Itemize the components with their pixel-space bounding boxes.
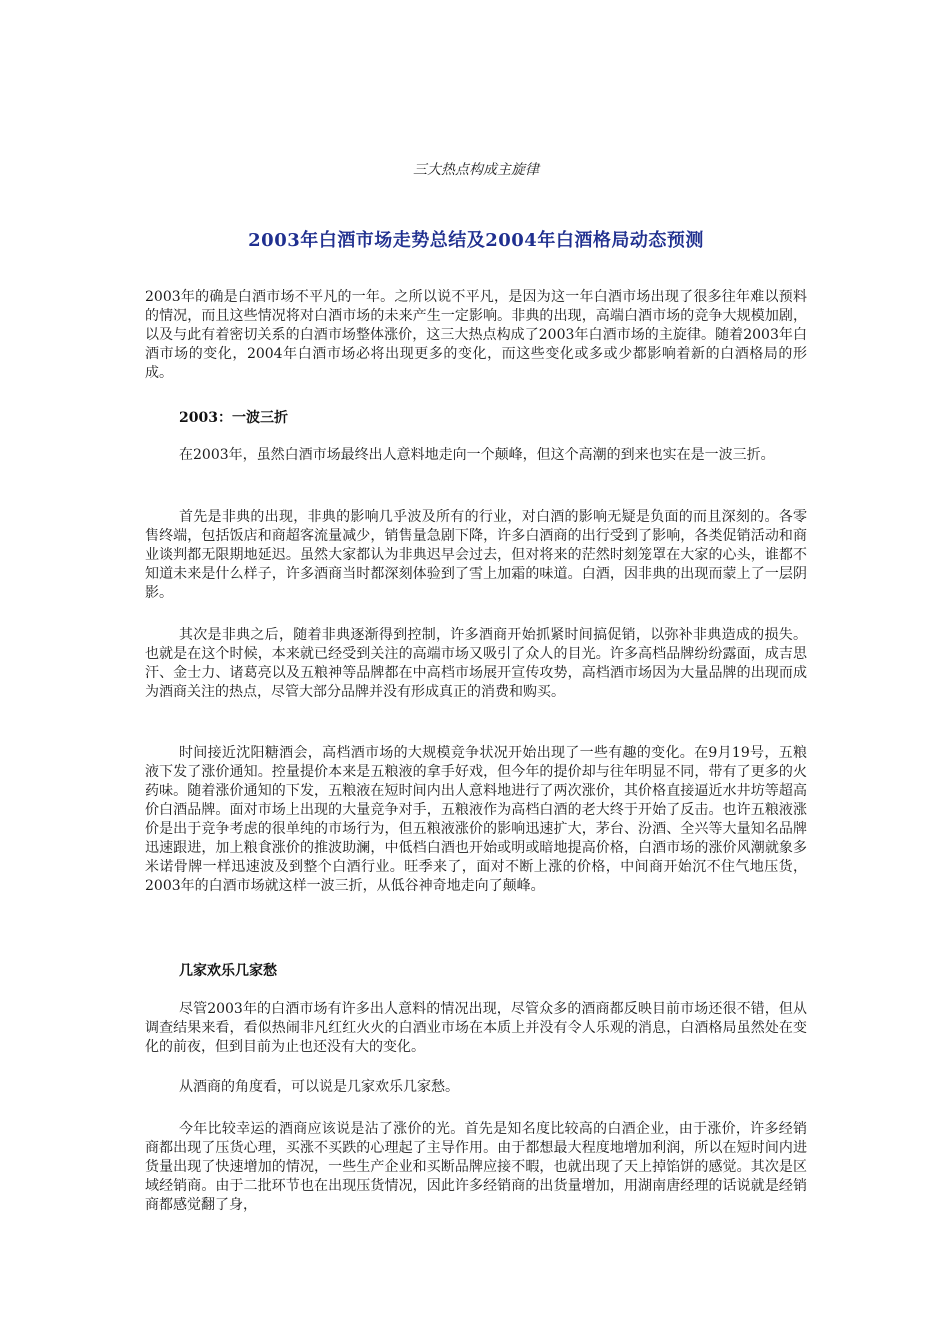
section2-paragraph-1: 尽管2003年的白酒市场有许多出人意料的情况出现，尽管众多的酒商都反映目前市场还很不错，但从调查结果来看，看似热闹非凡红红火火的白酒业市场在本质上并没有令人乐观的消息，白酒格局虽然处在变化的前夜，但到目前为止也还没有大的变化。 [145, 1001, 807, 1055]
section1-paragraph-3: 其次是非典之后，随着非典逐渐得到控制，许多酒商开始抓紧时间搞促销，以弥补非典造成的损失。也就是在这个时候，本来就已经受到关注的高端市场又吸引了众人的目光。许多高档品牌纷纷露面，成吉思汗、金士力、诸葛亮以及五粮神等品牌都在中高档市场展开宣传攻势，高档酒市场因为大量品牌的出现而成为酒商关注的热点，尽管大部分品牌并没有形成真正的消费和购买。 [145, 627, 807, 700]
intro-paragraph: 2003年的确是白酒市场不平凡的一年。之所以说不平凡，是因为这一年白酒市场出现了很多往年难以预料的情况，而且这些情况将对白酒市场的未来产生一定影响。非典的出现，高端白酒市场的竞争大规模加剧，以及与此有着密切关系的白酒市场整体涨价，这三大热点构成了2003年白酒市场的主旋律。随着2003年白酒市场的变化，2004年白酒市场必将出现更多的变化，而这些变化或多或少都影响着新的白酒格局的形成。 [145, 289, 807, 381]
section2-paragraph-3: 今年比较幸运的酒商应该说是沾了涨价的光。首先是知名度比较高的白酒企业，由于涨价，许多经销商都出现了压货心理，买涨不买跌的心理起了主导作用。由于都想最大程度地增加利润，所以在短时间内进货量出现了快速增加的情况，一些生产企业和买断品牌应接不暇，也就出现了天上掉馅饼的感觉。其次是区域经销商。由于二批环节也在出现压货情况，因此许多经销商的出货量增加，用湖南唐经理的话说就是经销商都感觉翻了身， [145, 1121, 807, 1213]
section2-paragraph-2: 从酒商的角度看，可以说是几家欢乐几家愁。 [179, 1079, 459, 1095]
page-title: 2003年白酒市场走势总结及2004年白酒格局动态预测 [248, 230, 704, 251]
section1-paragraph-2: 首先是非典的出现，非典的影响几乎波及所有的行业，对白酒的影响无疑是负面的而且深刻的。各零售终端，包括饭店和商超客流量减少，销售量急剧下降，许多白酒商的出行受到了影响，各类促销活动和商业谈判都无限期地延迟。虽然大家都认为非典迟早会过去，但对将来的茫然时刻笼罩在大家的心头，谁都不知道未来是什么样子，许多酒商当时都深刻体验到了雪上加霜的味道。白酒，因非典的出现而蒙上了一层阴影。 [145, 509, 807, 601]
section1-paragraph-1: 在2003年，虽然白酒市场最终出人意料地走向一个颠峰，但这个高潮的到来也实在是一波三折。 [179, 447, 775, 463]
subtitle: 三大热点构成主旋律 [413, 162, 539, 178]
section-heading-1: 2003：一波三折 [179, 410, 288, 426]
section-heading-2: 几家欢乐几家愁 [179, 963, 277, 979]
section1-paragraph-4: 时间接近沈阳糖酒会，高档酒市场的大规模竞争状况开始出现了一些有趣的变化。在9月19号，五粮液下发了涨价通知。控量提价本来是五粮液的拿手好戏，但今年的提价却与往年明显不同，带有了更多的火药味。随着涨价通知的下发，五粮液在短时间内出人意料地进行了两次涨价，其价格直接逼近水井坊等超高价白酒品牌。面对市场上出现的大量竞争对手，五粮液作为高档白酒的老大终于开始了反击。也许五粮液涨价是出于竞争考虑的很单纯的市场行为，但五粮液涨价的影响迅速扩大，茅台、汾酒、全兴等大量知名品牌迅速跟进，加上粮食涨价的推波助澜，中低档白酒也开始或明或暗地提高价格，白酒市场的涨价风潮就象多米诺骨牌一样迅速波及到整个白酒行业。旺季来了，面对不断上涨的价格，中间商开始沉不住气地压货，2003年的白酒市场就这样一波三折，从低谷神奇地走向了颠峰。 [145, 745, 807, 894]
